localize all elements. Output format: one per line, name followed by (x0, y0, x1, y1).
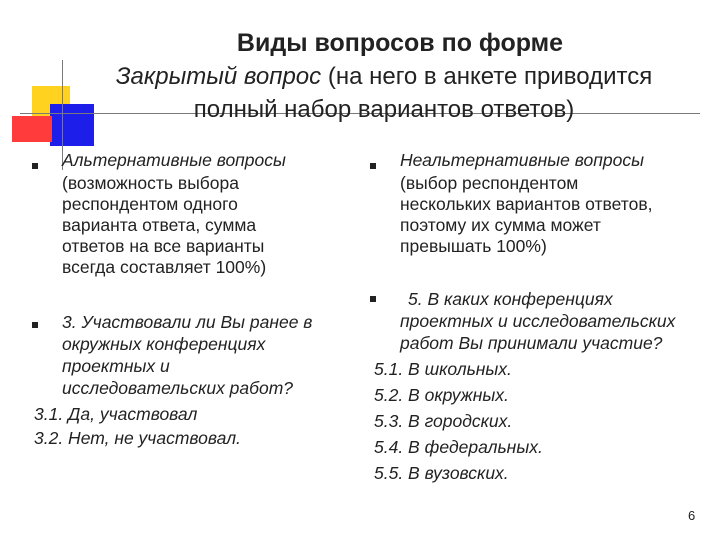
bullet-square (32, 163, 38, 169)
left-body-line: (возможность выбора (62, 173, 239, 193)
left-question-line: 3. Участвовали ли Вы ранее в (62, 312, 313, 332)
right-answer-item: 5.4. В федеральных. (374, 437, 543, 457)
left-answer-item: 3.1. Да, участвовал (34, 404, 198, 424)
slide-title: Виды вопросов по форме (236, 29, 564, 57)
left-body-line: респондентом одного (62, 194, 238, 214)
left-answers (34, 402, 241, 450)
left-question (62, 311, 312, 399)
decor-red-square (12, 116, 52, 142)
right-body-line: нескольких вариантов ответов, (400, 194, 653, 214)
subtitle-emphasis: Закрытый вопрос (115, 63, 322, 90)
right-body-line: поэтому их сумма может (400, 215, 601, 235)
right-answer-item: 5.3. В городских. (374, 411, 513, 431)
right-body-line: (выбор респондентом (400, 173, 579, 193)
subtitle-line-1 (64, 60, 704, 93)
right-question-line: проектных и исследовательских (400, 311, 676, 331)
left-body-line: всегда составляет 100%) (62, 257, 267, 277)
left-answer-item: 3.2. Нет, не участвовал. (34, 428, 241, 448)
right-answer-item: 5.1. В школьных. (374, 359, 512, 379)
right-question-line: 5. В каких конференциях (408, 289, 613, 309)
slide-subtitle (64, 60, 704, 126)
page-number: 6 (688, 508, 696, 523)
right-answer-item: 5.2. В окружных. (374, 385, 509, 405)
subtitle-rest-1: (на него в анкете приводится (321, 63, 653, 90)
right-body (400, 173, 653, 257)
bullet-square (32, 322, 38, 328)
right-body-line: превышать 100%) (400, 236, 547, 256)
left-body-line: варианта ответа, сумма (62, 215, 257, 235)
right-heading: Неальтернативные вопросы (400, 150, 644, 170)
right-question-line: работ Вы принимали участие? (400, 333, 663, 353)
left-heading: Альтернативные вопросы (62, 150, 286, 170)
right-question (384, 288, 704, 354)
left-body (62, 173, 266, 278)
left-question-line: окружных конференциях (62, 334, 266, 354)
bullet-square (370, 163, 376, 169)
bullet-square (370, 296, 376, 302)
left-question-line: исследовательских работ? (62, 378, 294, 398)
left-question-line: проектных и (62, 356, 170, 376)
right-answers (374, 356, 543, 486)
right-answer-item: 5.5. В вузовских. (374, 463, 509, 483)
left-body-line: ответов на все варианты (62, 236, 265, 256)
subtitle-line-2: полный набор вариантов ответов) (193, 96, 575, 123)
